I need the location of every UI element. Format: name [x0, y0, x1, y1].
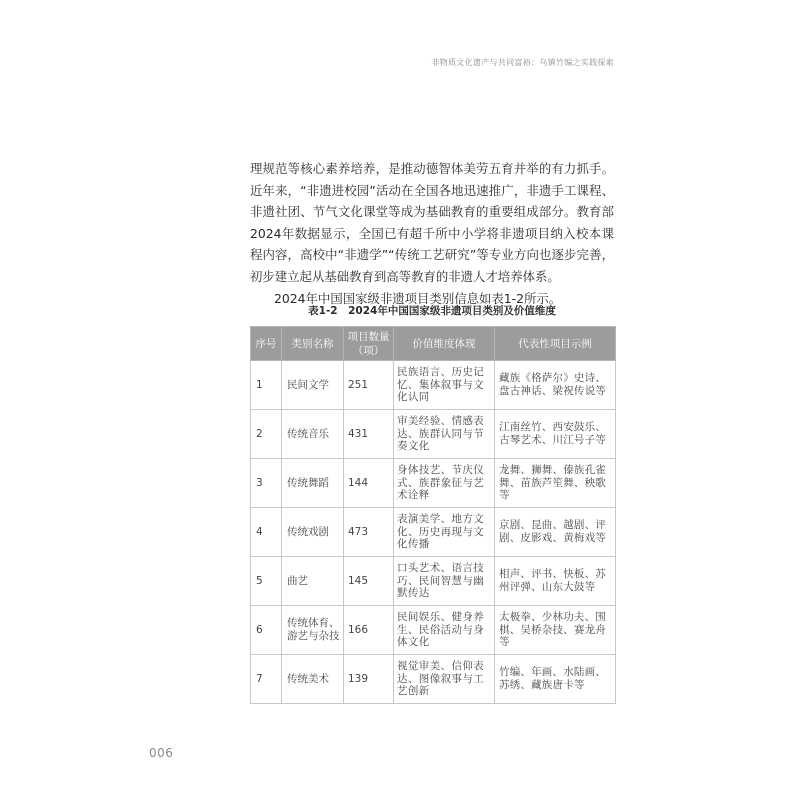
table-row — [251, 557, 616, 606]
cell-example: 太极拳、少林功夫、围棋、吴桥杂技、赛龙舟等 — [495, 606, 616, 655]
cell-count: 139 — [344, 655, 394, 704]
table-row — [251, 410, 616, 459]
cell-count: 431 — [344, 410, 394, 459]
cell-no: 2 — [251, 410, 282, 459]
cell-name: 民间文学 — [282, 361, 344, 410]
paragraph: 理规范等核心素养培养，是推动德智体美劳五育并举的有力抓手。近年来，“非遗进校园”活动在全国各地迅速推广，非遗手工课程、非遗社团、节气文化课堂等成为基础教育的重要组成部分。教育部2024年数据显示，全国已有超千所中小学将非遗项目纳入校本课程内容，高校中“非遗学”“传统工艺研究”等专业方向也逐步完善，初步建立起从基础教育到高等教育的非遗人才培养体系。 — [250, 161, 614, 284]
cell-example: 江南丝竹、西安鼓乐、古琴艺术、川江号子等 — [495, 410, 616, 459]
cell-name: 曲艺 — [282, 557, 344, 606]
page-number: 006 — [149, 746, 174, 760]
cell-example: 龙舞、狮舞、傣族孔雀舞、苗族芦笙舞、秧歌等 — [495, 459, 616, 508]
cell-no: 3 — [251, 459, 282, 508]
table-caption: 表1-2 2024年中国国家级非遗项目类别及价值维度 — [308, 305, 556, 317]
column-header-name: 类别名称 — [282, 327, 344, 361]
table-row — [251, 606, 616, 655]
table-row — [251, 459, 616, 508]
table-row — [251, 508, 616, 557]
cell-example: 藏族《格萨尔》史诗、盘古神话、梁祝传说等 — [495, 361, 616, 410]
table-row — [251, 655, 616, 704]
table-row — [251, 361, 616, 410]
cell-no: 5 — [251, 557, 282, 606]
table-header-row — [251, 327, 616, 361]
cell-count: 144 — [344, 459, 394, 508]
cell-example: 京剧、昆曲、越剧、评剧、皮影戏、黄梅戏等 — [495, 508, 616, 557]
cell-example: 相声、评书、快板、苏州评弹、山东大鼓等 — [495, 557, 616, 606]
cell-count: 251 — [344, 361, 394, 410]
cell-example: 竹编、年画、水陆画、苏绣、藏族唐卡等 — [495, 655, 616, 704]
cell-no: 1 — [251, 361, 282, 410]
paragraph-table-intro: 2024年中国国家级非遗项目类别信息如表1-2所示。 — [274, 290, 562, 306]
heritage-category-table — [250, 326, 616, 704]
cell-value: 审美经验、情感表达、族群认同与节奏文化 — [394, 410, 495, 459]
cell-name: 传统音乐 — [282, 410, 344, 459]
cell-no: 4 — [251, 508, 282, 557]
cell-value: 身体技艺、节庆仪式、族群象征与艺术诠释 — [394, 459, 495, 508]
cell-name: 传统体育、游艺与杂技 — [282, 606, 344, 655]
cell-value: 民间娱乐、健身养生、民俗活动与身体文化 — [394, 606, 495, 655]
cell-value: 表演美学、地方文化、历史再现与文化传播 — [394, 508, 495, 557]
cell-name: 传统戏剧 — [282, 508, 344, 557]
running-header: 非物质文化遗产与共同富裕：乌镇竹编之实践探索 — [431, 58, 614, 67]
cell-name: 传统美术 — [282, 655, 344, 704]
cell-value: 视觉审美、信仰表达、图像叙事与工艺创新 — [394, 655, 495, 704]
cell-no: 6 — [251, 606, 282, 655]
column-header-count: 项目数量（项） — [344, 327, 394, 361]
cell-count: 166 — [344, 606, 394, 655]
cell-value: 民族语言、历史记忆、集体叙事与文化认同 — [394, 361, 495, 410]
cell-count: 145 — [344, 557, 394, 606]
cell-name: 传统舞蹈 — [282, 459, 344, 508]
column-header-no: 序号 — [251, 327, 282, 361]
column-header-value: 价值维度体现 — [394, 327, 495, 361]
body-text — [250, 158, 614, 309]
cell-no: 7 — [251, 655, 282, 704]
column-header-example: 代表性项目示例 — [495, 327, 616, 361]
cell-value: 口头艺术、语言技巧、民间智慧与幽默传达 — [394, 557, 495, 606]
cell-count: 473 — [344, 508, 394, 557]
